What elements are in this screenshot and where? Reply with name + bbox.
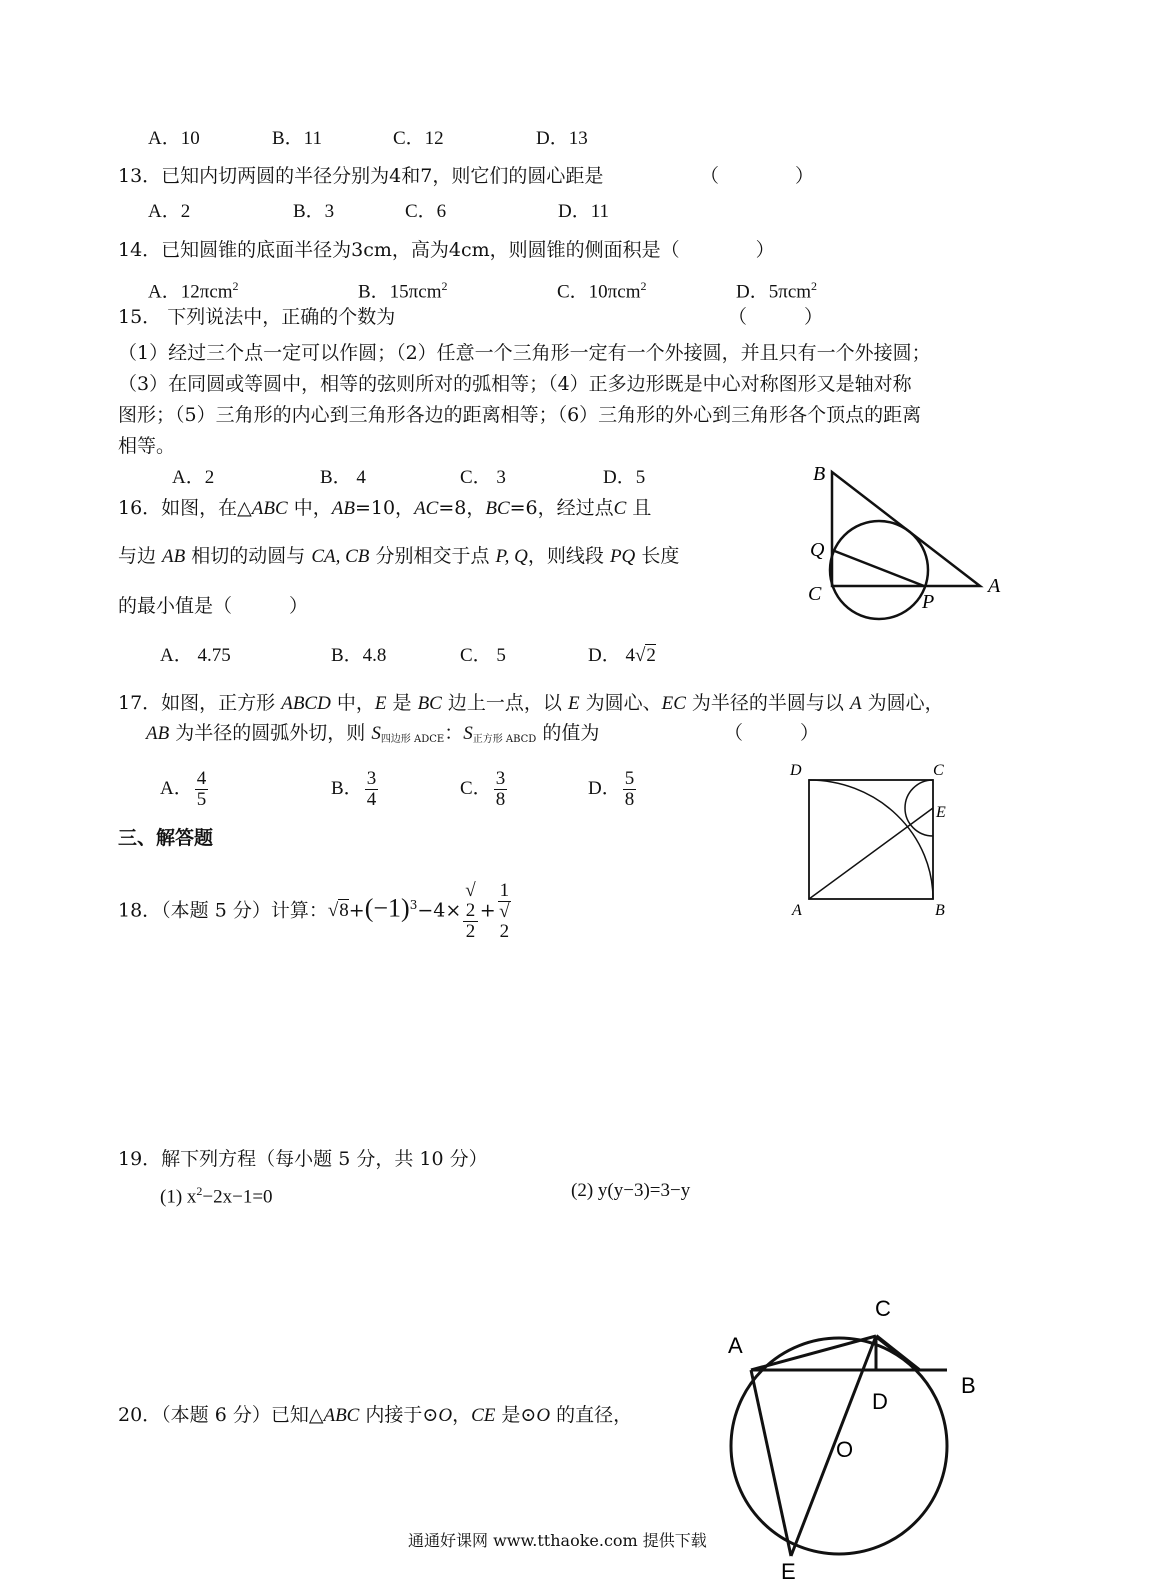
q17-figure (780, 755, 970, 930)
label-a: A (728, 1333, 743, 1358)
q16-line-1: 16．如图，在△ABC 中，AB=10，AC=8，BC=6，经过点C 且 (118, 497, 652, 519)
q19-part-2: (2) y(y−3)=3−y (571, 1180, 691, 1201)
q15-option-a: A．2 (172, 467, 215, 488)
q14-stem: 14．已知圆锥的底面半径为3cm，高为4cm，则圆锥的侧面积是（ ） (118, 239, 775, 261)
q13-option-b: B．3 (293, 201, 335, 222)
label-p: P (922, 591, 935, 613)
label-a: A (792, 902, 802, 919)
q15-option-b: B． 4 (320, 467, 366, 488)
q17-line-1: 17．如图，正方形 ABCD 中，E 是 BC 边上一点，以 E 为圆心、EC 为半径的半圆与以 A 为圆心， (118, 692, 944, 714)
q12-option-c: C．12 (393, 128, 444, 149)
q16-option-d: D． 4√2 (588, 645, 656, 666)
q17-paren: （ ） (724, 722, 820, 744)
label-e: E (936, 804, 946, 821)
q13-option-d: D．11 (558, 201, 610, 222)
label-q: Q (810, 539, 825, 561)
q15-paren: （ ） (728, 306, 824, 328)
q12-option-d: D．13 (536, 128, 588, 149)
q15-line-4: 相等。 (118, 435, 176, 457)
q15-line-1: （1）经过三个点一定可以作圆；（2）任意一个三角形一定有一个外接圆，并且只有一个外接圆； (118, 342, 931, 364)
q15-option-d: D．5 (603, 467, 646, 488)
q15-line-3: 图形；（5）三角形的内心到三角形各边的距离相等；（6）三角形的外心到三角形各个顶点的距离 (118, 404, 922, 426)
moving-circle (830, 521, 928, 619)
q15-option-c: C． 3 (460, 467, 506, 488)
q14-option-d: D．5πcm$^2$ (736, 279, 818, 303)
q14-option-c: C．10πcm$^2$ (557, 279, 647, 303)
label-o: O (836, 1437, 854, 1462)
q17-option-b: B． $\frac{3}{4}$ (331, 768, 377, 811)
arc-centered-a (809, 780, 933, 899)
footer-source: 通通好课网 www.tthaoke.com 提供下载 (408, 1531, 707, 1550)
q16-option-c: C． 5 (460, 645, 506, 666)
q13-stem: 13．已知内切两圆的半径分别为4和7，则它们的圆心距是 (118, 165, 604, 187)
semicircle-centered-e (905, 780, 933, 836)
q15-line-2: （3）在同圆或等圆中，相等的弦则所对的弧相等；（4）正多边形既是中心对称图形又是轴对称 (118, 373, 912, 395)
q13-option-c: C．6 (405, 201, 447, 222)
q14-option-b: B．15πcm$^2$ (358, 279, 448, 303)
q16-option-b: B．4.8 (331, 645, 387, 666)
label-d: D (790, 762, 802, 779)
label-b: B (813, 463, 826, 485)
q17-option-c: C． $\frac{3}{8}$ (460, 768, 506, 811)
q12-option-a: A．10 (148, 128, 200, 149)
q16-option-a: A． 4.75 (160, 645, 231, 666)
label-c: C (933, 762, 944, 779)
q20-figure (720, 1290, 1000, 1590)
label-b: B (935, 902, 945, 919)
segment-pq (832, 550, 924, 586)
label-c: C (808, 583, 822, 605)
label-d: D (872, 1389, 888, 1414)
q13-option-a: A．2 (148, 201, 191, 222)
q17-line-2: AB 为半径的圆弧外切，则 S四边形 ADCE：S正方形 ABCD 的值为 (146, 722, 600, 745)
q19-part-1: (1) $x^2-2x-1=0$ (160, 1184, 273, 1208)
q12-option-b: B．11 (272, 128, 322, 149)
square-abcd (809, 780, 933, 899)
label-b: B (961, 1373, 976, 1398)
q19-stem: 19．解下列方程（每小题 5 分，共 10 分） (118, 1148, 488, 1170)
q13-paren: （ ） (700, 165, 815, 187)
q15-stem: 15． 下列说法中，正确的个数为 (118, 306, 396, 328)
label-c: C (875, 1296, 891, 1321)
segment-ae (809, 808, 933, 899)
q16-figure (800, 460, 1020, 630)
section-title: 三、解答题 (118, 827, 214, 849)
q16-line-3: 的最小值是（ ） (118, 595, 309, 617)
q17-option-d: D． $\frac{5}{8}$ (588, 768, 635, 811)
q20-stem: 20．（本题 6 分）已知△ABC 内接于⊙O，CE 是⊙O 的直径， (118, 1404, 633, 1426)
q16-line-2: 与边 AB 相切的动圆与 CA, CB 分别相交于点 P, Q，则线段 PQ 长度 (118, 545, 680, 567)
q17-option-a: A． $\frac{4}{5}$ (160, 768, 207, 811)
label-e: E (781, 1559, 796, 1584)
q14-option-a: A．12πcm$^2$ (148, 279, 239, 303)
q18-line: 18．（本题 5 分）计算：$√8+(-1)^3-4\times$ √ 2 2 + 1 √ 2 (118, 879, 510, 942)
label-a: A (988, 575, 1001, 597)
chord-cb (876, 1336, 919, 1370)
